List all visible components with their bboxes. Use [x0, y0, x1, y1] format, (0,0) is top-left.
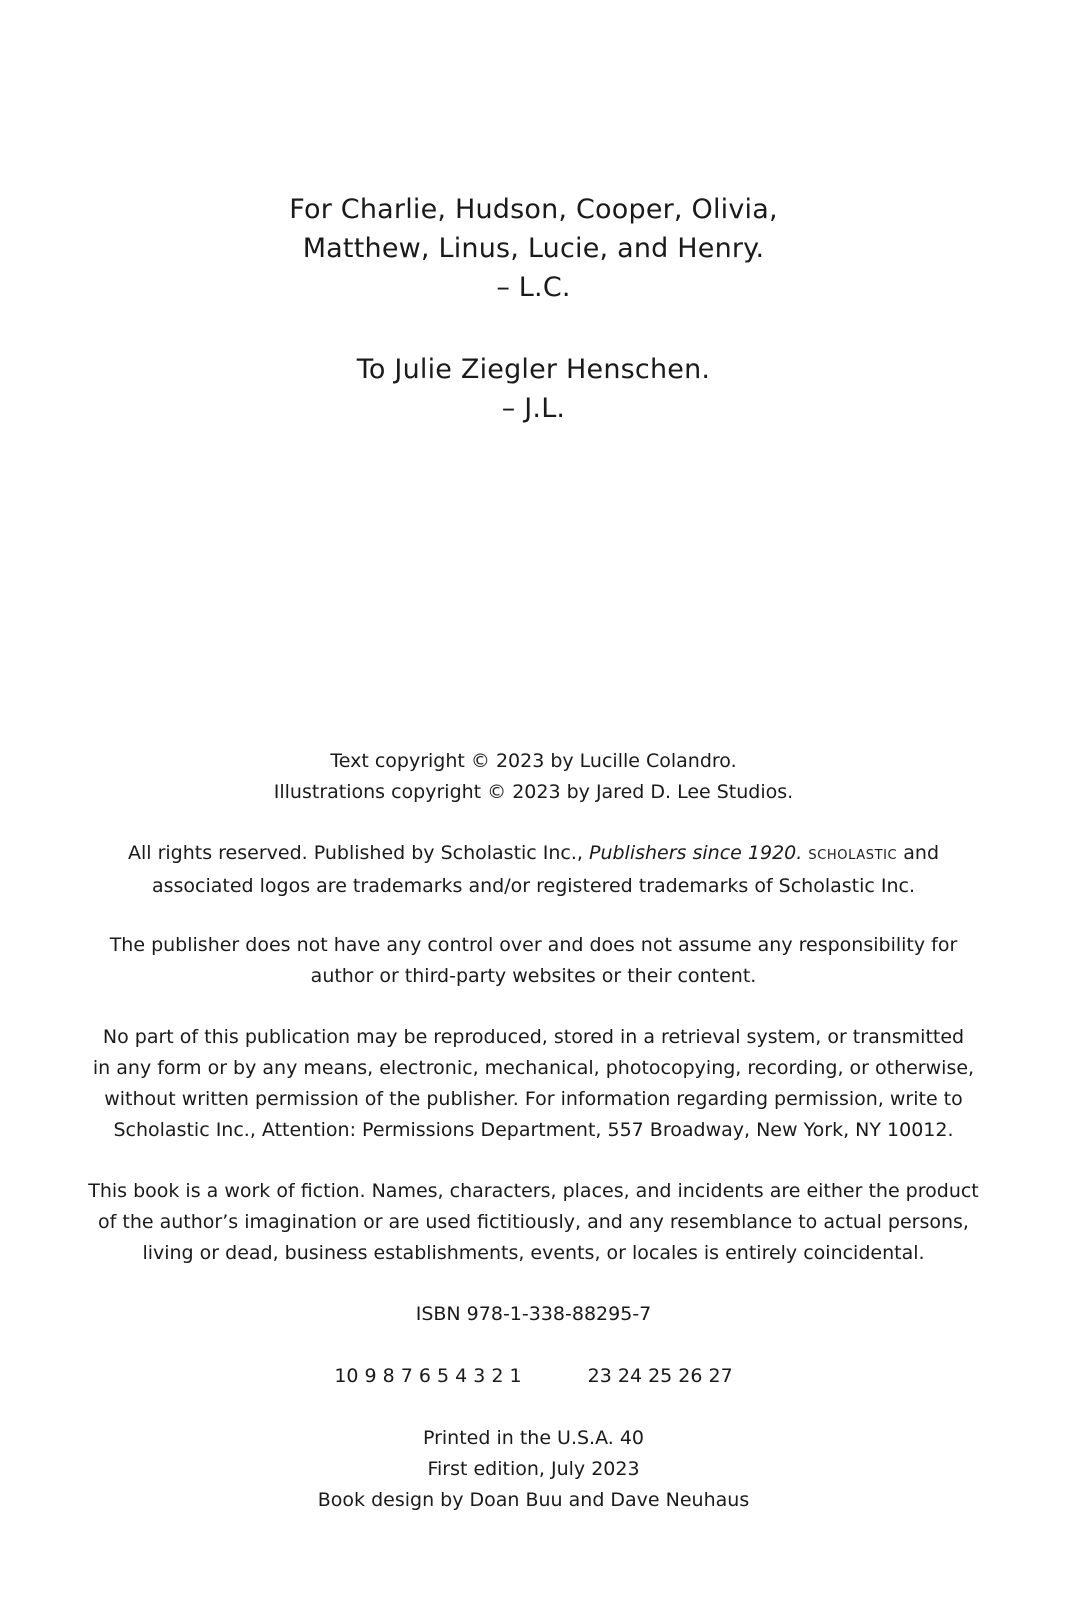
- dedication-line: For Charlie, Hudson, Cooper, Olivia,: [289, 194, 778, 225]
- rights-line-1: [0, 838, 1067, 871]
- rights-line-2: associated logos are trademarks and/or registered trademarks of Scholastic Inc.: [151, 875, 916, 897]
- dedication-first: [0, 190, 1067, 307]
- text-copyright-line: Text copyright © 2023 by Lucille Colandro.: [330, 750, 737, 772]
- print-details: [0, 1423, 1067, 1516]
- paragraph-line: This book is a work of fiction. Names, characters, places, and incidents are either the product: [88, 1180, 979, 1202]
- isbn: [0, 1299, 1067, 1330]
- dedication-second: [0, 350, 1067, 428]
- paragraph-line: of the author’s imagination or are used fictitiously, and any resemblance to actual persons,: [98, 1211, 969, 1233]
- rights-text-end: and: [897, 842, 940, 864]
- scholastic-trademark: SCHOLASTIC: [808, 848, 898, 863]
- paragraph-line: Scholastic Inc., Attention: Permissions Department, 557 Broadway, New York, NY 10012.: [113, 1119, 954, 1141]
- copyright-notice: [0, 746, 1067, 808]
- edition-line: First edition, July 2023: [427, 1458, 640, 1480]
- printing-line: [0, 1361, 1067, 1392]
- illustrations-copyright-line: Illustrations copyright © 2023 by Jared D. Lee Studios.: [273, 781, 794, 803]
- paragraph-line: living or dead, business establishments, events, or locales is entirely coincidental.: [142, 1242, 925, 1264]
- printing-years: 23 24 25 26 27: [587, 1365, 733, 1387]
- dedication-line: To Julie Ziegler Henschen.: [356, 354, 711, 385]
- printed-in-line: Printed in the U.S.A. 40: [422, 1427, 645, 1449]
- paragraph-line: in any form or by any means, electronic, mechanical, photocopying, recording, or otherwise,: [92, 1057, 975, 1079]
- rights-text: All rights reserved. Published by Scholastic Inc.,: [127, 842, 589, 864]
- dedication-signature: – L.C.: [496, 272, 571, 303]
- isbn-line: ISBN 978-1-338-88295-7: [415, 1303, 652, 1325]
- paragraph-line: The publisher does not have any control over and does not assume any responsibility for: [109, 934, 958, 956]
- paragraph-line: No part of this publication may be reproduced, stored in a retrieval system, or transmitted: [102, 1026, 965, 1048]
- fiction-disclaimer-paragraph: [0, 1176, 1067, 1269]
- paragraph-line: author or third-party websites or their content.: [310, 965, 757, 987]
- dedication-signature: – J.L.: [501, 393, 566, 424]
- publisher-control-paragraph: [0, 930, 1067, 992]
- rights-reserved-paragraph: [0, 838, 1067, 902]
- publishers-since: Publishers since 1920.: [589, 842, 803, 864]
- printing-numbers: 10 9 8 7 6 5 4 3 2 1: [334, 1365, 522, 1387]
- paragraph-line: without written permission of the publisher. For information regarding permission, write to: [104, 1088, 963, 1110]
- reproduction-paragraph: [0, 1022, 1067, 1146]
- book-design-line: Book design by Doan Buu and Dave Neuhaus: [317, 1489, 750, 1511]
- dedication-line: Matthew, Linus, Lucie, and Henry.: [302, 233, 765, 264]
